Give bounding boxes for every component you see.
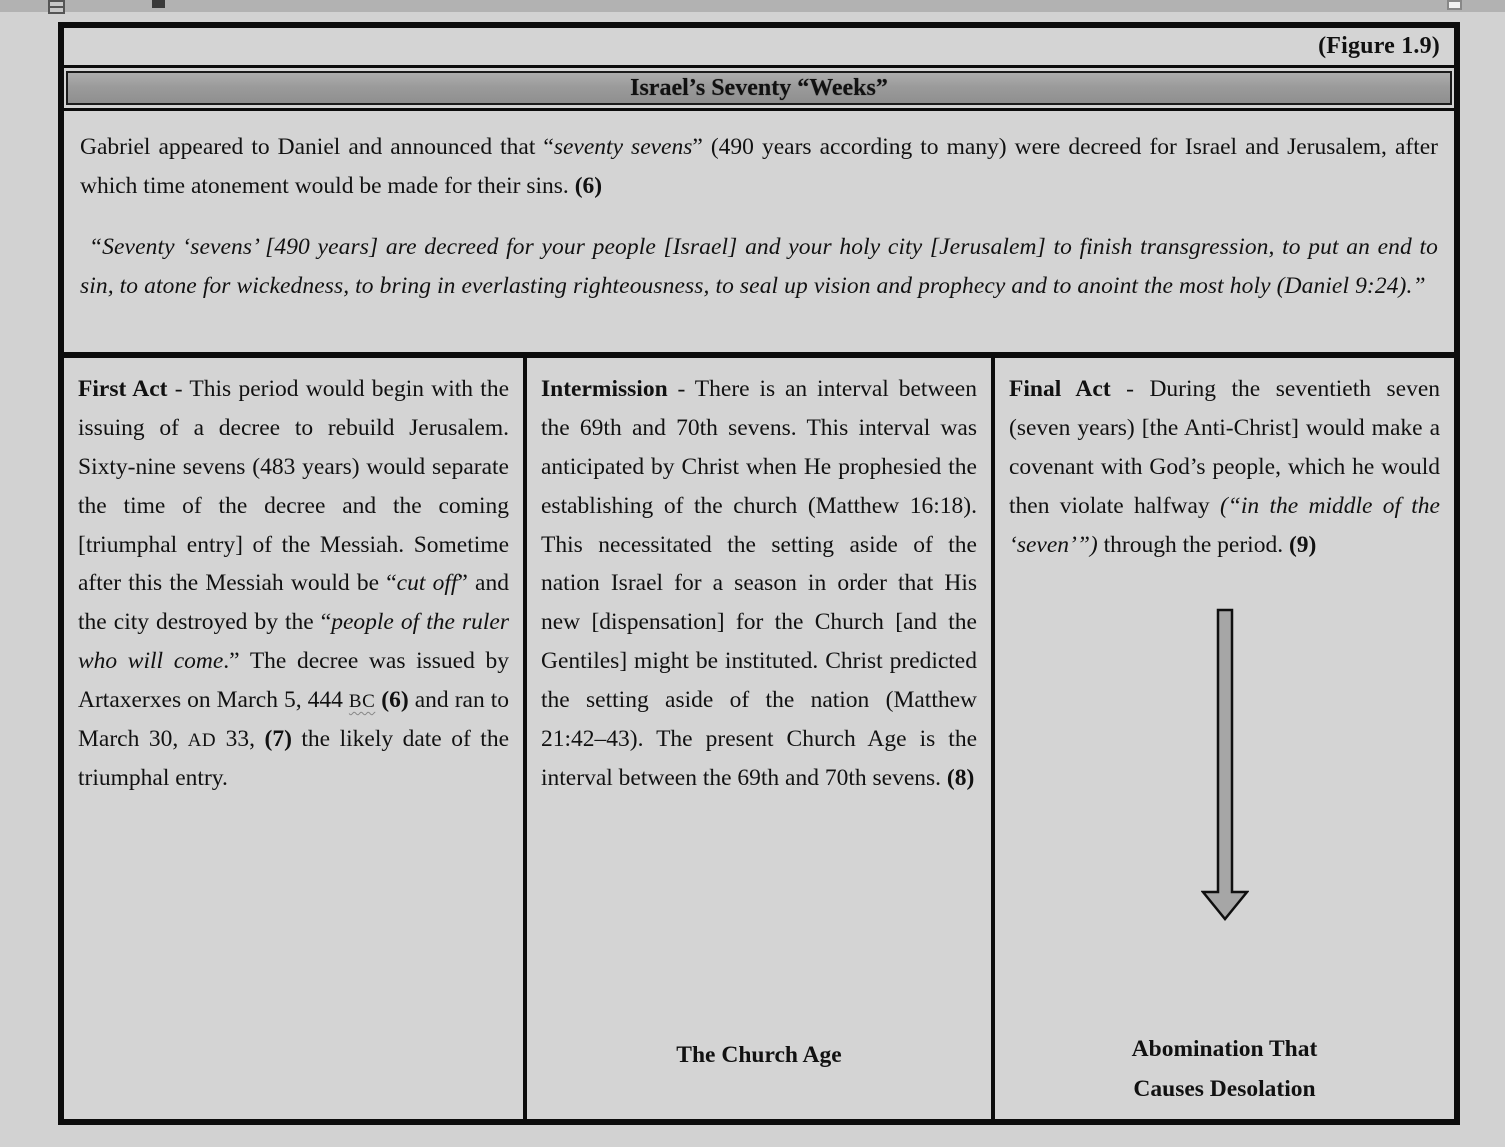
column-heading: Final Act: [1009, 376, 1111, 402]
text-run: ” and the city destroyed by the “: [78, 570, 509, 636]
intermission-paragraph: [541, 370, 977, 798]
column-heading: Intermission: [541, 376, 668, 402]
text-run: through the period.: [1097, 531, 1289, 558]
column-heading: First Act: [78, 376, 168, 402]
church-age-label: The Church Age: [676, 1042, 842, 1068]
text-run: 33,: [216, 726, 265, 753]
text-run: Gabriel appeared to Daniel and announced that “: [80, 134, 554, 160]
text-run: ” (490 years according to many) were decreed for Israel and Jerusalem, after which time atonement would be made for their sins.: [80, 134, 1439, 199]
down-arrow-icon: [1201, 608, 1249, 922]
text-run-italic: (“in the middle of the ‘seven’”): [1009, 492, 1440, 558]
text-run-italic: seventy sevens: [553, 134, 693, 160]
intro-section: [64, 111, 1454, 352]
text-run-italic: people of the ruler who will come: [78, 609, 509, 675]
ad-smallcaps: AD: [187, 730, 217, 752]
text-run: - During the seventieth seven (seven years) [the Anti-Christ] would make a covenant with God’s people, which he would then violate halfway: [1009, 376, 1440, 519]
reference-number: (9): [1288, 531, 1317, 558]
abomination-label: [1009, 1030, 1440, 1109]
column-first-act: [64, 358, 523, 1119]
reference-number: (6): [375, 687, 409, 714]
figure-table: [58, 22, 1460, 1125]
three-act-columns: [64, 352, 1454, 1119]
figure-caption: (Figure 1.9): [1318, 33, 1440, 59]
abomination-label-line2: Causes Desolation: [1133, 1075, 1316, 1102]
figure-title-row: [64, 68, 1454, 111]
daniel-quote-paragraph: [80, 228, 1438, 306]
text-run-italic: “Seventy ‘sevens’ [490 years] are decreed for your people [Israel] and your holy city [Jerusalem] to finish transgression, to put an end to sin, to atone for wickedness, to bring in everlasting righteousness, to seal up vision and prophecy and to anoint the most holy (Daniel 9:24).”: [80, 233, 1438, 299]
figure-caption-row: [64, 28, 1454, 68]
first-act-paragraph: [78, 370, 509, 798]
column-final-act: [991, 358, 1454, 1119]
bc-smallcaps: BC: [348, 691, 376, 713]
ruler-marker-icon[interactable]: [152, 0, 165, 8]
app-chrome-strip: [0, 0, 1505, 12]
text-run-italic: cut off: [396, 570, 458, 597]
reference-number: (8): [946, 764, 975, 791]
text-run: .” The decree was issued by Artaxerxes on March 5, 444: [78, 648, 509, 714]
text-run: - This period would begin with the issuing of a decree to rebuild Jerusalem. Sixty-nine sevens (483 years) would separate the time of the decree and the coming [triumphal entry] of the Messiah. Sometime after this the Messiah would be “: [78, 376, 509, 597]
abomination-label-line1: Abomination That: [1131, 1036, 1318, 1063]
column-intermission: [523, 358, 991, 1119]
figure-title-bar: [66, 71, 1452, 105]
text-run: - There is an interval between the 69th and 70th sevens. This interval was anticipated by Christ when He prophesied the establishing of the church (Matthew 16:18). This necessitated the setting aside of the nation Israel for a season in order that His new [dispensation] for the Church [and the Gentiles] might be instituted. Christ predicted the setting aside of the nation (Matthew 21:42–43). The present Church Age is the interval between the 69th and 70th sevens.: [541, 376, 977, 791]
text-run: and ran to March 30,: [78, 687, 510, 753]
figure-title: Israel’s Seventy “Weeks”: [630, 74, 888, 101]
intro-paragraph: [80, 128, 1438, 206]
reference-number: (7): [264, 726, 292, 753]
page-icon[interactable]: [48, 0, 65, 14]
final-act-paragraph: [1009, 370, 1440, 564]
reference-number: (6): [574, 172, 603, 199]
scrollbar-box-icon[interactable]: [1447, 0, 1462, 10]
text-run: the likely date of the triumphal entry.: [78, 726, 509, 791]
